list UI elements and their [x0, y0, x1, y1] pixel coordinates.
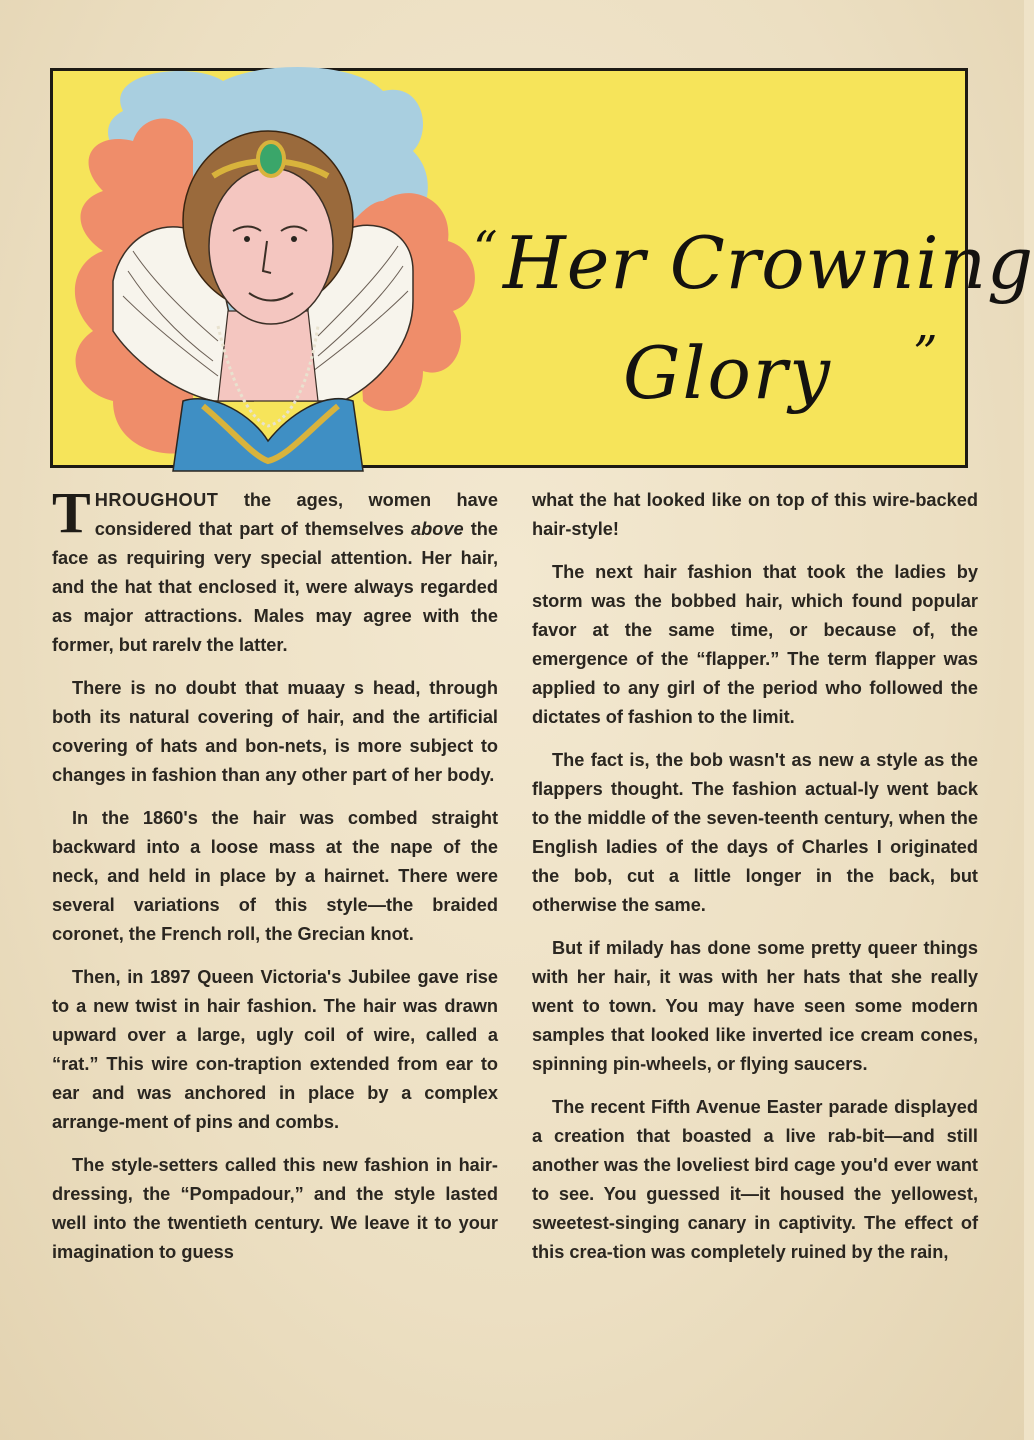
title-panel	[50, 68, 1034, 468]
paragraph-1-text-a: the ages, women have considered that part of themselves	[94, 490, 498, 539]
emphasis-above: above	[411, 519, 464, 539]
paragraph-2: There is no doubt that muaay s head, through both its natural covering of hair, and the artificial covering of hats and bon-nets, is more subject to changes in fashion than any other part of her body.	[52, 678, 498, 785]
paragraph-6: The next hair fashion that took the ladies by storm was the bobbed hair, which found popular favor at the same time, or because of, the emergence of the “flapper.” The term flapper was applied to any girl of the period who followed the dictates of fashion to the limit.	[532, 562, 978, 727]
paragraph-1	[52, 480, 498, 660]
title-line-1: Her Crowning	[503, 221, 1034, 305]
paragraph-4: Then, in 1897 Queen Victoria's Jubilee gave rise to a new twist in hair fashion. The hair was drawn upward over a large, ugly coil of wire, called a “rat.” This wire con-traption extended from ear to ear and was anchored in place by a complex arrange-ment of pins and combs.	[52, 967, 498, 1132]
title-close-quote: ”	[913, 326, 938, 382]
title-line-2: Glory	[623, 331, 832, 415]
article-column-left	[52, 480, 498, 1281]
lead-word: HROUGHOUT	[94, 490, 219, 510]
paragraph-7: The fact is, the bob wasn't as new a style as the flappers thought. The fashion actual-ly went back to the middle of the seven-teenth century, when the English ladies of the days of Charles I originated the bob, cut a little longer in the back, but otherwise the same.	[532, 750, 978, 915]
title-open-quote: “	[473, 221, 498, 277]
paragraph-9: The recent Fifth Avenue Easter parade displayed a creation that boasted a live rab-bit—and still another was the loveliest bird cage you'd ever want to see. You guessed it—it housed the yellowest, sweetest-singing canary in captivity. The effect of this crea-tion was completely ruined by the rain,	[532, 1097, 978, 1262]
drop-cap: T	[52, 480, 91, 545]
paragraph-5: The style-setters called this new fashion in hair-dressing, the “Pompadour,” and the style lasted well into the twentieth century. We leave it to your imagination to guess	[52, 1155, 498, 1262]
paragraph-8: But if milady has done some pretty queer things with her hair, it was with her hats that she really went to town. You may have seen some modern samples that looked like inverted ice cream cones, spinning pin-wheels, or flying saucers.	[532, 938, 978, 1074]
paragraph-3: In the 1860's the hair was combed straight backward into a loose mass at the nape of the neck, and held in place by a hairnet. There were several variations of this style—the braided coronet, the French roll, the Grecian knot.	[52, 808, 498, 944]
article-column-right	[532, 486, 978, 1281]
paragraph-5-continued: what the hat looked like on top of this wire-backed hair-style!	[532, 490, 978, 539]
tiara-jewel	[258, 142, 284, 176]
paragraph-1-text-b: the face as requiring very special attention. Her hair, and the hat that enclosed it, were always regarded as major attractions. Males may agree with the former, but rarelv the latter.	[52, 519, 498, 655]
title-text	[473, 221, 1034, 451]
